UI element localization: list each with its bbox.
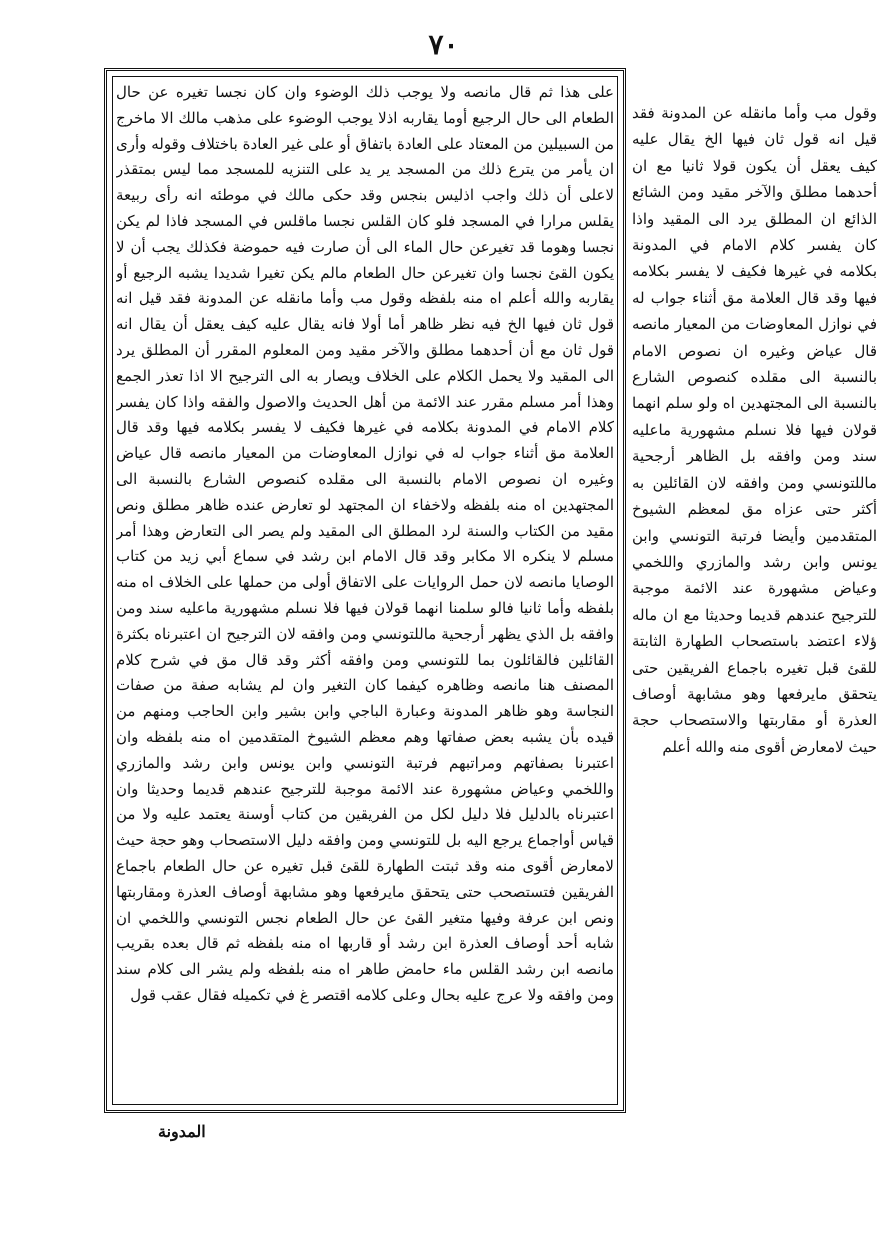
margin-commentary-paragraph: وقول مب وأما مانقله عن المدونة فقد قيل انه قول ثان فيها الخ يقال عليه كيف يعقل أن يكون قولا ثانيا مع ان أحدهما مطلق والآخر مقيد ومن الشائع الذائع ان المطلق يرد الى المقيد واذا كان يفسر كلام الامام في المدونة بكلامه في غيرها فكيف لا يفسر بكلامه فيها وقد قال العلامة مق أثناء جواب له في نوازل المعاوضات من المعيار مانصه قال عياض وغيره ان نصوص الامام بالنسبة الى مقلده كنصوص الشارع بالنسبة الى المجتهدين اه ولو سلم انهما قولان فيها فلا نسلم مشهورية ماعليه سند ومن وافقه بل الظاهر أرجحية ماللتونسي ومن وافقه لان القائلين به أكثر حتى عزاه مق لمعظم الشيوخ المتقدمين وأيضا فرتبة التونسي وابن يونس وابن رشد والمازري واللخمي وعياض مشهورة عند الائمة موجبة للترجيح عندهم قديما وحديثا مع ان ماله ؤلاء اعتضد باستصحاب الطهارة الثابتة للقئ قبل تغيره باجماع الفريقين حتى يتحقق مايرفعها وهو مشابهة أوصاف العذرة أو مقاربتها والاستصحاب حجة حيث لامعارض أقوى منه والله أعلم xyxy=(632,104,877,756)
main-text-column xyxy=(116,80,614,1105)
main-text-paragraph: على هذا ثم قال مانصه ولا يوجب ذلك الوضوء وان كان نجسا تغيره عن حال الطعام الى حال الرجيع أوما يقاربه اذلا يوجب الوضوء على مذهب مالك الا ماخرج من السبيلين من المعتاد على العادة باتفاق أو على غير العادة باختلاف وقوله وأرى ان يأمر من يترع ذلك من المسجد ير يد على التنزيه للمسجد مما ليس بمتقذر لاعلى أن ذلك واجب اذليس بنجس وقد حكى مالك في موطئه انه رأى ربيعة يقلس مرارا في المسجد فلو كان القلس نجسا ماقلس في المسجد فاذا لم يكن نجسا وهوما قد تغيرعن حال الماء الى أن صارت فيه حموضة فكذلك يجب أن لا يكون القئ نجسا وان تغيرعن حال الطعام مالم يكن تغيرا شديدا يشبه الرجيع أو يقاربه والله أعلم اه منه بلفظه وقول مب وأما مانقله عن المدونة فقد قيل انه قول ثان فيها الخ فيه نظر ظاهر أما أولا فانه يقال عليه كيف يعقل أن يقال انه قول ثان مع أن أحدهما مطلق والآخر مقيد ومن المعلوم المقرر أن المطلق يرد الى المقيد ولا يحمل الكلام على الخلاف ويصار به الى الترجيح الا اذا تعذر الجمع وهذا أمر مسلم مقرر عند الائمة من أهل الحديث والاصول والفقه واذا كان يفسر كلام الامام في المدونة بكلامه في غيرها فكيف لا يفسر بكلامه فيها وقد قال العلامة مق أثناء جواب له في نوازل المعاوضات من المعيار مانصه قال عياض وغيره ان نصوص الامام بالنسبة الى مقلده كنصوص الشارع بالنسبة الى المجتهدين اه منه بلفظه ولاخفاء ان المجتهد لو تعارض عنده ظاهر مطلق ونص مقيد من الكتاب والسنة لرد المطلق الى المقيد ولم يصر الى التعارض وهذا أمر مسلم لا ينكره الا مكابر وقد قال الامام ابن رشد في سماع أبي زيد من كتاب الوصايا مانصه لان حمل الروايات على الاتفاق أولى من حملها على الخلاف اه منه بلفظه وأما ثانيا فالو سلمنا انهما قولان فيها فلا نسلم مشهورية ماعليه سند ومن وافقه بل الذي يظهر أرجحية ماللتونسي ومن وافقه لان الترجيح ان اعتبرناه بكثرة القائلين فالقائلون بما للتونسي ومن وافقه أكثر وقد قال مق في شرح كلام المصنف هنا مانصه وظاهره كيفما كان التغير وان لم يشابه صفة من صفات النجاسة وهو ظاهر المدونة وعبارة الباجي وابن بشير وابن الحاجب ومنهم من قيده بأن يشبه بعض صفاتها وهم معظم الشيوخ المتقدمين اه منه بلفظه وان اعتبرنا بصفاتهم ومراتبهم فرتبة التونسي وابن يونس وابن رشد والمازري واللخمي وعياض مشهورة عند الائمة موجبة للترجيح عندهم قديما وحديثا وان اعتبرناه بالدليل فلا دليل لكل من الفريقين من كتاب أوسنة يعتمد عليه ولا من قياس أواجماع يرجع اليه بل للتونسي ومن وافقه دليل الاستصحاب وهو حجة حيث لامعارض أقوى منه وقد ثبتت الطهارة للقئ قبل تغيره عن حال الطعام باجماع الفريقين فتستصحب حتى يتحقق مايرفعها وهو مشابهة أوصاف العذرة ومقاربتها ونص ابن عرفة وفيها متغير القئ عن حال الطعام نجس التونسي واللخمي ان شابه أحد أوصاف العذرة ابن رشد أو قاربها اه منه بلفظه ثم قال بعده بقريب مانصه ابن رشد القلس ماء حامض طاهر اه منه بلفظه ولم يشر الى كلام سند ومن وافقه ولا عرج عليه بحال وعلى كلامه اقتصر غ في تكميله فقال عقب قول xyxy=(116,83,614,1004)
margin-commentary xyxy=(632,100,877,1020)
catchword: المدونة xyxy=(158,1122,206,1141)
page-number: ٧٠ xyxy=(428,28,459,61)
